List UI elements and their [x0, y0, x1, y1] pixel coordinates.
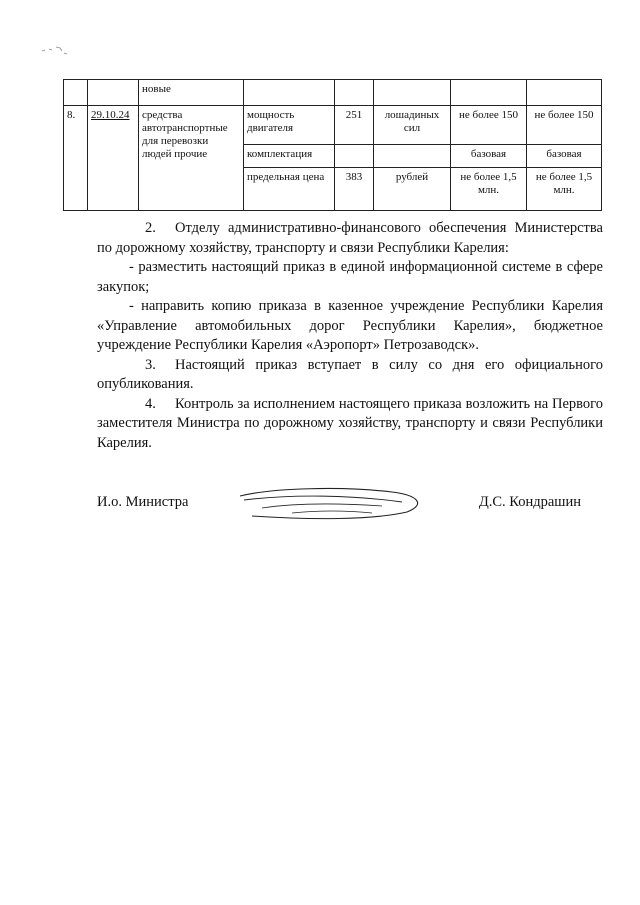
table-cell-name: новые	[139, 80, 244, 106]
spec-table	[63, 79, 602, 211]
table-cell-limit: базовая	[451, 145, 527, 168]
table-cell-attr: предельная цена	[244, 168, 335, 211]
table-row	[64, 80, 602, 106]
signatory-title: И.о. Министра	[97, 494, 189, 510]
handwritten-signature	[232, 486, 432, 522]
table-cell-value: 251	[335, 106, 374, 145]
table-cell-limit: не более 1,5 млн.	[527, 168, 602, 211]
paragraph-4	[97, 395, 603, 454]
paragraph-text: Отделу административно-финансового обеспечения Министерства по дорожному хозяйству, транспорту и связи Республики Карелия:	[97, 220, 603, 256]
paragraph-number: 2.	[145, 220, 156, 236]
dash-item-1: - разместить настоящий приказ в единой информационной системе в сфере закупок;	[97, 259, 603, 295]
table-cell-unit	[374, 145, 451, 168]
table-cell-limit: не более 150	[527, 106, 602, 145]
table-cell-attr: мощность двигателя	[244, 106, 335, 145]
paragraph-3	[97, 356, 603, 395]
paragraph-number: 4.	[145, 395, 156, 412]
table-cell-value: 383	[335, 168, 374, 211]
order-body	[97, 219, 603, 453]
table-cell-attr: комплектация	[244, 145, 335, 168]
paragraph-number: 3.	[145, 356, 156, 373]
dash-item-2: - направить копию приказа в казенное учреждение Республики Карелия «Управление автомобильных дорог Республики Карелия», бюджетное учреждение Республики Карелия «Аэропорт» Петрозаводск».	[97, 298, 603, 353]
table-cell-date: 29.10.24	[88, 106, 139, 211]
scan-mark-icon	[40, 44, 70, 56]
table-cell-value	[335, 145, 374, 168]
table-cell-limit: базовая	[527, 145, 602, 168]
table-cell-unit: рублей	[374, 168, 451, 211]
table-cell-unit: лошадиных сил	[374, 106, 451, 145]
table-cell-name: средства автотранспортные для перевозки людей прочие	[139, 106, 244, 211]
table-cell-number: 8.	[64, 106, 88, 211]
table-cell-limit: не более 150	[451, 106, 527, 145]
table-cell-limit: не более 1,5 млн.	[451, 168, 527, 211]
paragraph-text: Настоящий приказ вступает в силу со дня его официального опубликования.	[97, 356, 603, 392]
signature-block	[97, 494, 603, 534]
signatory-name: Д.С. Кондрашин	[478, 494, 581, 510]
table-row	[64, 106, 602, 145]
paragraph-2	[97, 219, 603, 258]
paragraph-text: Контроль за исполнением настоящего приказа возложить на Первого заместителя Министра по дорожному хозяйству, транспорту и связи Республики Карелия.	[97, 395, 603, 451]
